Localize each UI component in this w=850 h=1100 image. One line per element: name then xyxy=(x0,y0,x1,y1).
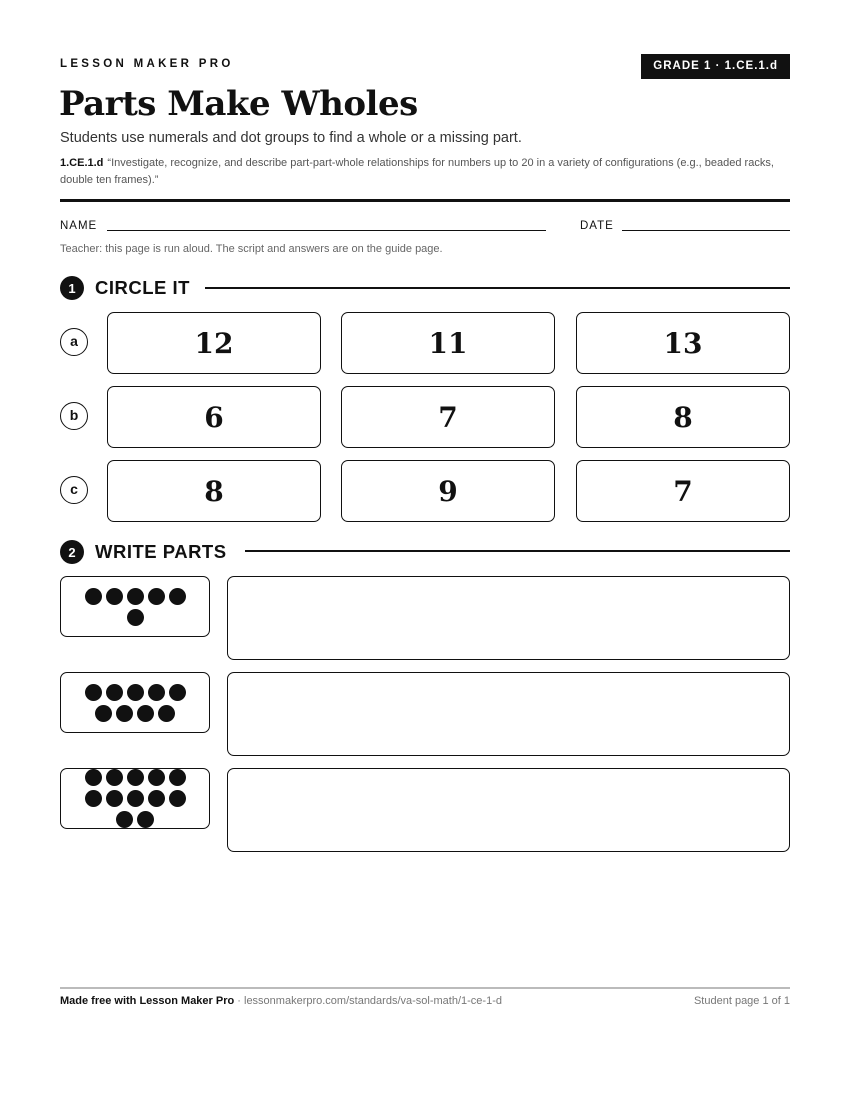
dot xyxy=(158,705,175,722)
dot xyxy=(106,790,123,807)
dot xyxy=(106,684,123,701)
name-field[interactable] xyxy=(107,230,546,231)
section-1-number: 1 xyxy=(60,276,84,300)
number-choice-card[interactable]: 11 xyxy=(341,312,555,374)
number-choice-card[interactable]: 7 xyxy=(341,386,555,448)
page-title: Parts Make Wholes xyxy=(59,84,418,124)
name-label: NAME xyxy=(60,220,98,232)
dot xyxy=(127,609,144,626)
brand-name: LESSON MAKER PRO xyxy=(60,58,234,70)
dot xyxy=(148,790,165,807)
dot-group-card xyxy=(60,768,210,829)
dot-row xyxy=(85,684,186,701)
answer-box[interactable] xyxy=(227,576,790,660)
section-1-rule xyxy=(205,287,790,289)
footer-page-number: Student page 1 of 1 xyxy=(693,995,790,1007)
dot xyxy=(169,684,186,701)
dot xyxy=(148,588,165,605)
answer-box[interactable] xyxy=(227,672,790,756)
dot xyxy=(169,769,186,786)
dot-group-card xyxy=(60,576,210,637)
dot xyxy=(148,769,165,786)
number-choice-card[interactable]: 13 xyxy=(576,312,790,374)
footer-divider xyxy=(60,987,790,989)
dot xyxy=(95,705,112,722)
dot-row xyxy=(95,705,175,722)
row-letter-c: c xyxy=(60,476,88,504)
dot xyxy=(137,811,154,828)
dot-row xyxy=(85,790,186,807)
section-2-number: 2 xyxy=(60,540,84,564)
standard-text: “Investigate, recognize, and describe part-part-whole relationships for numbers up to 20 in a variety of configurations (e.g., beaded racks, double ten frames).” xyxy=(60,157,774,186)
standard-description xyxy=(60,155,790,188)
dot xyxy=(169,790,186,807)
dot xyxy=(127,588,144,605)
footer-credit xyxy=(60,995,502,1007)
dot xyxy=(116,811,133,828)
dot xyxy=(127,684,144,701)
dot xyxy=(85,790,102,807)
number-choice-card[interactable]: 7 xyxy=(576,460,790,522)
section-1-title: CIRCLE IT xyxy=(95,277,190,298)
number-choice-card[interactable]: 8 xyxy=(576,386,790,448)
section-2-rule xyxy=(245,550,790,552)
dot-row xyxy=(116,811,154,828)
dot xyxy=(85,769,102,786)
number-choice-card[interactable]: 8 xyxy=(107,460,321,522)
dot-row xyxy=(85,588,186,605)
dot xyxy=(127,769,144,786)
dot xyxy=(127,790,144,807)
answer-box[interactable] xyxy=(227,768,790,852)
row-letter-b: b xyxy=(60,402,88,430)
dot xyxy=(116,705,133,722)
number-choice-card[interactable]: 12 xyxy=(107,312,321,374)
section-2-title: WRITE PARTS xyxy=(95,541,227,562)
dot-group-card xyxy=(60,672,210,733)
date-label: DATE xyxy=(580,220,614,232)
dot-row xyxy=(127,609,144,626)
dot-row xyxy=(85,769,186,786)
standard-code: 1.CE.1.d xyxy=(60,157,104,169)
dot xyxy=(85,684,102,701)
row-letter-a: a xyxy=(60,328,88,356)
teacher-note: Teacher: this page is run aloud. The script and answers are on the guide page. xyxy=(60,243,443,255)
number-choice-card[interactable]: 9 xyxy=(341,460,555,522)
dot xyxy=(148,684,165,701)
dot xyxy=(169,588,186,605)
footer-made-with: Made free with Lesson Maker Pro xyxy=(60,995,235,1007)
page-subtitle: Students use numerals and dot groups to find a whole or a missing part. xyxy=(60,130,522,146)
grade-badge: GRADE 1 · 1.CE.1.d xyxy=(641,54,790,79)
dot xyxy=(137,705,154,722)
dot xyxy=(85,588,102,605)
dot xyxy=(106,588,123,605)
header-divider xyxy=(60,199,790,202)
footer-url: · lessonmakerpro.com/standards/va-sol-math/1-ce-1-d xyxy=(234,995,502,1007)
number-choice-card[interactable]: 6 xyxy=(107,386,321,448)
dot xyxy=(106,769,123,786)
date-field[interactable] xyxy=(622,230,790,231)
section-1-heading xyxy=(60,276,190,300)
section-2-heading xyxy=(60,540,227,564)
